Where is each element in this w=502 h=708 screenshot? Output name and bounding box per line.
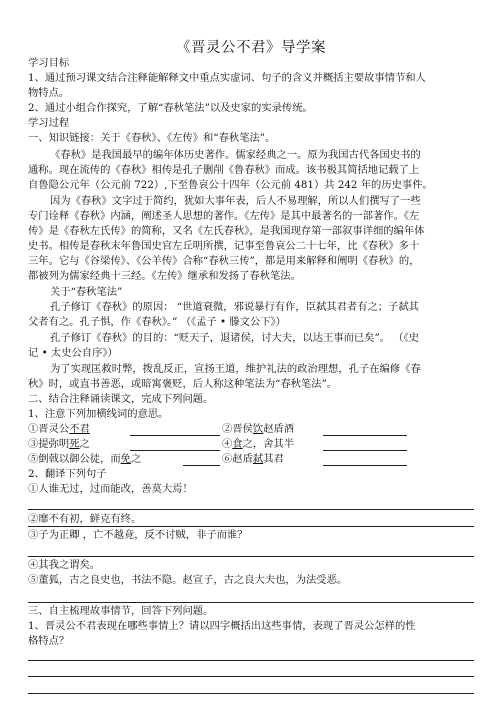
process-heading: 学习过程 — [28, 117, 70, 129]
answer-line-4[interactable] — [28, 602, 474, 603]
answer-blank-4[interactable] — [323, 450, 407, 451]
translate-sentence-1: ①人谁无过，过而能改，善莫大焉！ — [28, 483, 193, 495]
paragraph-2-line: 都被列为儒家经典十三经。《左传》继承和发扬了春秋笔法。 — [28, 270, 301, 282]
paragraph-6-line: 秋》时，或直书善恶，或暗寓褒贬，后人称这种笔法为“春秋笔法”。 — [28, 378, 338, 390]
goal-2: 2、通过小组合作探究，了解“春秋笔法”以及史家的实录传统。 — [28, 102, 313, 114]
paragraph-2-line: 因为《春秋》文字过于简约，犹如大事年表，后人不易理解，所以人们撰写了一些 — [50, 195, 421, 207]
translate-sentence-5: ⑤董狐，古之良史也，书法不隐。赵宣子，古之良大夫也，为法受恶。 — [28, 574, 348, 586]
paragraph-2-line: 三年。它与《谷梁传》、《公羊传》合称“春秋三传”，都是用来解释和阐明《春秋》的， — [28, 255, 420, 267]
paragraph-1-line: 通称。现在流传的《春秋》相传是孔子删削《鲁春秋》而成。该书极其简括地记载了上 — [28, 164, 420, 176]
part-3-heading: 三、自主梳理故事情节，回答下列问题。 — [28, 605, 214, 617]
vocab-item-6: ⑥赵盾弑其君 — [222, 453, 284, 465]
paragraph-5-line: 记 • 太史公自序》） — [28, 347, 118, 359]
vocab-item-1: ①晋灵公不君 — [28, 423, 90, 435]
paragraph-4-line: 孔子修订《春秋》的原因： “世道衰微，邪说暴行有作，臣弑其君者有之；子弑其 — [50, 301, 419, 313]
translate-sentence-4: ④其我之谓矣。 — [28, 559, 101, 571]
goal-1-line-1: 1、通过预习课文结合注释能解释文中重点实虚词、句子的含义并概括主要故事情节和人 — [28, 72, 426, 84]
answer-blank-2[interactable] — [323, 435, 407, 436]
answer-line-5[interactable] — [28, 660, 474, 661]
answer-line-3[interactable] — [28, 556, 474, 557]
paragraph-5-line: 孔子修订《春秋》的目的：“贬天子，退诸侯，讨大夫，以达王事而已矣”。 （《史 — [50, 332, 420, 344]
paragraph-2-line: 史书。相传是春秋末年鲁国史官左丘明所撰，记事至鲁哀公二十七年，比《春秋》多十 — [28, 240, 420, 252]
vocab-item-3: ③提弥明死之 — [28, 438, 90, 450]
paragraph-4-line: 父者有之。孔子惧，作《春秋》。” （《孟子 • 滕文公下》） — [28, 316, 286, 328]
part-1-heading: 一、知识链接：关于《春秋》、《左传》和“春秋笔法”。 — [28, 132, 276, 144]
translate-sentence-2: ②靡不有初，鲜克有终。 — [28, 513, 142, 525]
question-2-heading: 2、翻译下列句子 — [28, 468, 107, 480]
chunqiu-bifa-heading: 关于“春秋笔法” — [50, 286, 123, 298]
answer-blank-6[interactable] — [323, 465, 407, 466]
paragraph-1-line: 《春秋》是我国最早的编年体历史著作。儒家经典之一。原为我国古代各国史书的 — [50, 149, 421, 161]
answer-line-6[interactable] — [28, 676, 474, 677]
goals-heading: 学习目标 — [28, 57, 70, 69]
vocab-item-2: ②晋侯饮赵盾酒 — [222, 423, 295, 435]
paragraph-2-line: 专门诠释《春秋》内涵，阐述圣人思想的著作。《左传》是其中最著名的一部著作。《左 — [28, 210, 420, 222]
paragraph-2-line: 传》是《春秋左氏传》的简称，又名《左氏春秋》，是我国现存第一部叙事详细的编年体 — [28, 225, 425, 237]
paragraph-1-line: 自鲁隐公元年（公元前 722）,下至鲁哀公十四年（公元前 481）共 242 年的历史事件。 — [28, 179, 433, 191]
paragraph-6-line: 为了实现匡救时弊，拨乱反正，宣扬王道，维护礼法的政治理想，孔子在编修《春 — [50, 363, 421, 375]
answer-line-7[interactable] — [28, 693, 474, 694]
answer-blank-1[interactable] — [130, 435, 220, 436]
goal-1-line-2: 物特点。 — [28, 87, 70, 99]
vocab-item-4: ④食之，舍其半 — [222, 438, 295, 450]
vocab-item-5: ⑤倒戟以御公徒，而免之 — [28, 453, 142, 465]
answer-blank-5[interactable] — [183, 465, 220, 466]
question-3-line-1: 1、晋灵公不君表现在哪些事情上？请以四字概括出这些事情，表现了晋灵公怎样的性 — [28, 620, 416, 632]
question-3-line-2: 格特点？ — [28, 635, 70, 647]
question-1-heading: 1、注意下列加横线词的意思。 — [28, 408, 169, 420]
part-2-heading: 二、结合注释诵读课文，完成下列问题。 — [28, 393, 214, 405]
answer-blank-3[interactable] — [130, 450, 220, 451]
answer-line-1[interactable] — [28, 509, 474, 510]
answer-line-2[interactable] — [28, 526, 474, 527]
translate-sentence-3: ③子为正卿 ，亡不越竟，反不讨贼，非子而谁？ — [28, 529, 248, 541]
page-title: 《晋灵公不君》导学案 — [176, 40, 326, 56]
